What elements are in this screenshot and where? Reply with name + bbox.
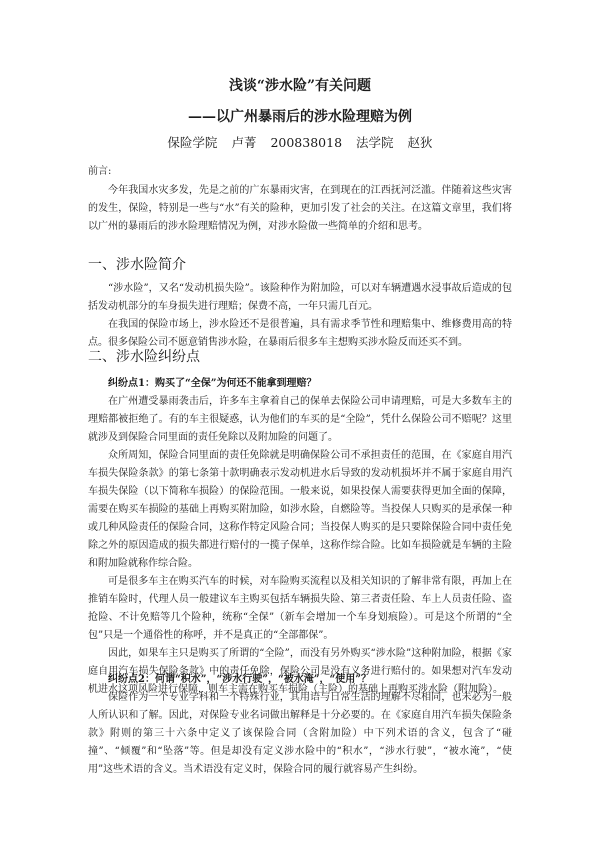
document-title: 浅谈“涉水险”有关问题 — [228, 78, 372, 94]
author-student-id: 200838018 — [270, 135, 343, 150]
dispute-1-paragraph-2: 众所周知，保险合同里面的责任免除就是明确保险公司不承担责任的范围，在《家庭自用汽车损失保险条款》的第七条第十款明确表示发动机进水后导致的发动机损坏并不属于家庭自用汽车损失保险（以下简称车损险）的保险范围。一般来说，如果投保人需要获得更加全面的保障，需要在购买车损险的基础上再购买附加险，如涉水险，自燃险等。当投保人只购买的是承保一种或几种风险责任的保险合同，这称作特定风险合同；当投保人购买的是只要除保险合同中责任免除之外的原因造成的损失都进行赔付的一揽子保单，这称作综合险。比如车损险就是车辆的主险和附加险就称作综合险。 — [88, 450, 512, 569]
dispute-2-heading: 纠纷点2：何谓“积水”，“涉水行驶”，“被水淹”，“使用”？ — [108, 674, 371, 685]
section-1-heading: 一、涉水险简介 — [88, 257, 186, 273]
author-line — [0, 134, 600, 152]
author-name-2: 赵狄 — [407, 135, 433, 150]
dispute-2-body — [88, 689, 512, 779]
section-1-paragraph-2: 在我国的保险市场上，涉水险还不是很普遍，具有需求季节性和理赔集中、维修费用高的特点。很多保险公司不愿意销售涉水险，在暴雨后很多车主想购买涉水险反而还买不到。 — [88, 319, 512, 348]
dispute-1-heading: 纠纷点1：购买了“全保”为何还不能拿到理赔？ — [108, 378, 317, 389]
preface-section — [88, 182, 512, 236]
dispute-1-paragraph-4: 因此，如果车主只是购买了所谓的“全险”，而没有另外购买“涉水险”这种附加险，根据《家庭自用汽车损失保险条款》中的责任免除，保险公司是没有义务进行赔付的。如果想对汽车发动机进水这项风险进行保障，则车主需在购买车损险（主险）的基础上再购买涉水险（附加险）。 — [88, 648, 512, 695]
author-school-2: 法学院 — [356, 135, 394, 150]
section-2-heading: 二、涉水险纠纷点 — [88, 349, 200, 365]
dispute-1-body — [88, 393, 512, 699]
dispute-1-paragraph-3: 可是很多车主在购买汽车的时候，对车险购买流程以及相关知识的了解非常有限，再加上在推销车险时，代理人员一般建议车主购买包括车辆损失险、第三者责任险、车上人员责任险、盗抢险、不计免赔等几个险种，统称“全保”（新车会增加一个车身划痕险）。可是这个所谓的“全包”只是一个通俗性的称呼，并不是真正的“全部都保”。 — [88, 576, 512, 641]
dispute-2-paragraph-1: 保险作为一个专业学科和一个特殊行业，其用语与日常生活的理解不尽相同，也未必为一般人所认识和了解。因此，对保险专业名词做出解释是十分必要的。在《家庭自用汽车损失保险条款》附则的第三十六条中定义了该保险合同（含附加险）中下列术语的含义，包含了“碰撞”、“倾覆”和“坠落”等。但是却没有定义涉水险中的“积水”，“涉水行驶”，“被水淹”，“使用”这些术语的含义。当术语没有定义时，保险合同的履行就容易产生纠纷。 — [88, 692, 512, 775]
section-1-paragraph-1: “涉水险”，又名“发动机损失险”。该险种作为附加险，可以对车辆遭遇水浸事故后造成的包括发动机部分的车身损失进行理赔；保费不高，一年只需几百元。 — [88, 283, 512, 312]
author-name-1: 卢菁 — [231, 135, 257, 150]
author-school-1: 保险学院 — [167, 135, 218, 150]
document-subtitle: ——以广州暴雨后的涉水险理赔为例 — [188, 109, 412, 125]
preface-label: 前言: — [88, 166, 112, 177]
preface-paragraph: 今年我国水灾多发，先是之前的广东暴雨灾害，在到现在的江西抚河泛滥。伴随着这些灾害的发生，保险，特别是一些与“水”有关的险种，更加引发了社会的关注。在这篇文章里，我们将以广州的暴雨后的涉水险理赔情况为例，对涉水险做一些简单的介绍和思考。 — [88, 185, 512, 232]
dispute-1-paragraph-1: 在广州遭受暴雨袭击后，许多车主拿着自己的保单去保险公司申请理赔，可是大多数车主的理赔都被拒绝了。有的车主很疑惑，认为他们的车买的是“全险”，凭什么保险公司不赔呢？这里就涉及到保险合同里面的责任免除以及附加险的问题了。 — [88, 396, 512, 443]
section-1-body — [88, 280, 512, 352]
